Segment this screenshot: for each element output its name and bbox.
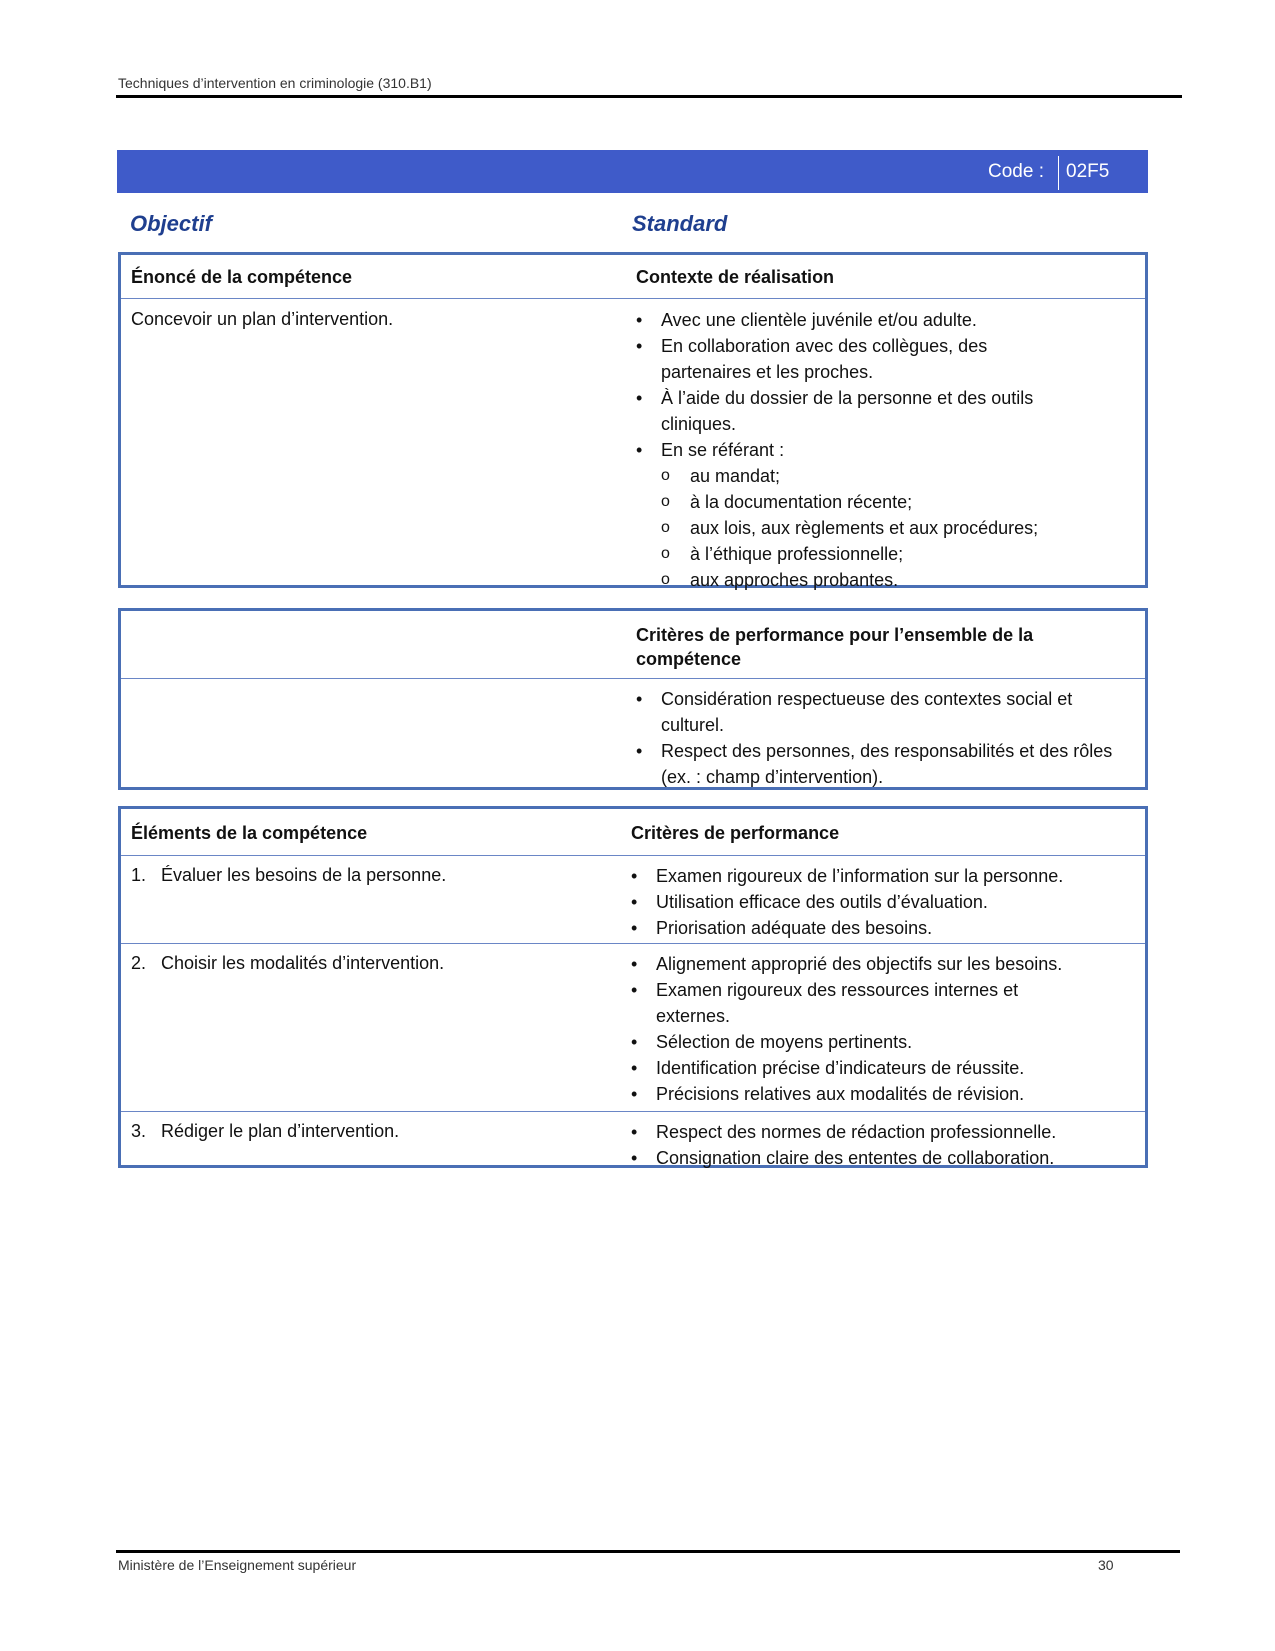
header-divider [121,678,1145,679]
element-label: Rédiger le plan d’intervention. [161,1121,400,1141]
list-item [636,437,1076,593]
element-2-criteria [631,951,1081,1107]
running-header: Techniques d’intervention en criminologie (310.B1) [118,75,432,91]
list-item: • Consignation claire des ententes de collaboration. [631,1145,1131,1171]
list-item: • Identification précise d’indicateurs de réussite. [631,1055,1081,1081]
sub-list-item: o aux lois, aux règlements et aux procédures; [661,515,1076,541]
standard-heading: Standard [632,211,728,236]
element-label: Évaluer les besoins de la personne. [161,865,447,885]
code-value: 02F5 [1066,161,1110,182]
list-item: • Précisions relatives aux modalités de révision. [631,1081,1081,1107]
enonce-heading: Énoncé de la compétence [131,267,353,287]
list-item: • Utilisation efficace des outils d’évaluation. [631,889,1131,915]
sub-list-item: o à la documentation récente; [661,489,1076,515]
footer-ministry: Ministère de l’Enseignement supérieur [118,1557,357,1573]
list-item: • Respect des personnes, des responsabilités et des rôles (ex. : champ d’intervention). [636,738,1116,790]
list-item: • Avec une clientèle juvénile et/ou adulte. [636,307,1076,333]
element-number: 1. [131,865,147,885]
element-3-criteria [631,1119,1131,1171]
elements-box [118,806,1148,1168]
global-criteria-list [636,686,1116,790]
sub-list-item: o aux approches probantes. [661,567,1076,593]
objectif-heading: Objectif [130,211,212,236]
page-number: 30 [1098,1557,1114,1573]
code-separator [1058,156,1059,190]
sub-list-item: o au mandat; [661,463,1076,489]
code-label: Code : [988,161,1044,182]
element-1-criteria [631,863,1131,941]
global-criteria-box [118,608,1148,790]
competence-statement: Concevoir un plan d’intervention. [131,309,394,329]
list-item: • En collaboration avec des collègues, des partenaires et les proches. [636,333,1076,385]
header-divider [121,855,1145,856]
list-item: • Examen rigoureux de l’information sur la personne. [631,863,1131,889]
list-item: • Priorisation adéquate des besoins. [631,915,1131,941]
row-divider [121,1111,1145,1112]
element-number: 3. [131,1121,147,1141]
list-item: • Respect des normes de rédaction professionnelle. [631,1119,1131,1145]
list-item: • Examen rigoureux des ressources internes et externes. [631,977,1081,1029]
list-item: • À l’aide du dossier de la personne et des outils cliniques. [636,385,1076,437]
competence-statement-box [118,252,1148,588]
element-1 [131,865,446,886]
performance-heading: Critères de performance [631,823,840,843]
reference-list [661,463,1076,593]
contexte-list [636,307,1076,593]
element-3 [131,1121,399,1142]
element-label: Choisir les modalités d’intervention. [161,953,445,973]
sub-list-item: o à l’éthique professionnelle; [661,541,1076,567]
contexte-heading: Contexte de réalisation [636,267,835,287]
list-item: • Sélection de moyens pertinents. [631,1029,1081,1055]
list-item: • Alignement approprié des objectifs sur les besoins. [631,951,1081,977]
list-item: • Considération respectueuse des contextes social et culturel. [636,686,1116,738]
list-item-label: En se référant : [661,440,785,460]
element-number: 2. [131,953,147,973]
global-criteria-heading: Critères de performance pour l’ensemble de la compétence [636,625,1034,669]
element-2 [131,953,444,974]
footer-rule [116,1550,1180,1553]
row-divider [121,943,1145,944]
header-divider [121,298,1145,299]
header-rule [116,95,1182,98]
elements-heading: Éléments de la compétence [131,823,368,843]
